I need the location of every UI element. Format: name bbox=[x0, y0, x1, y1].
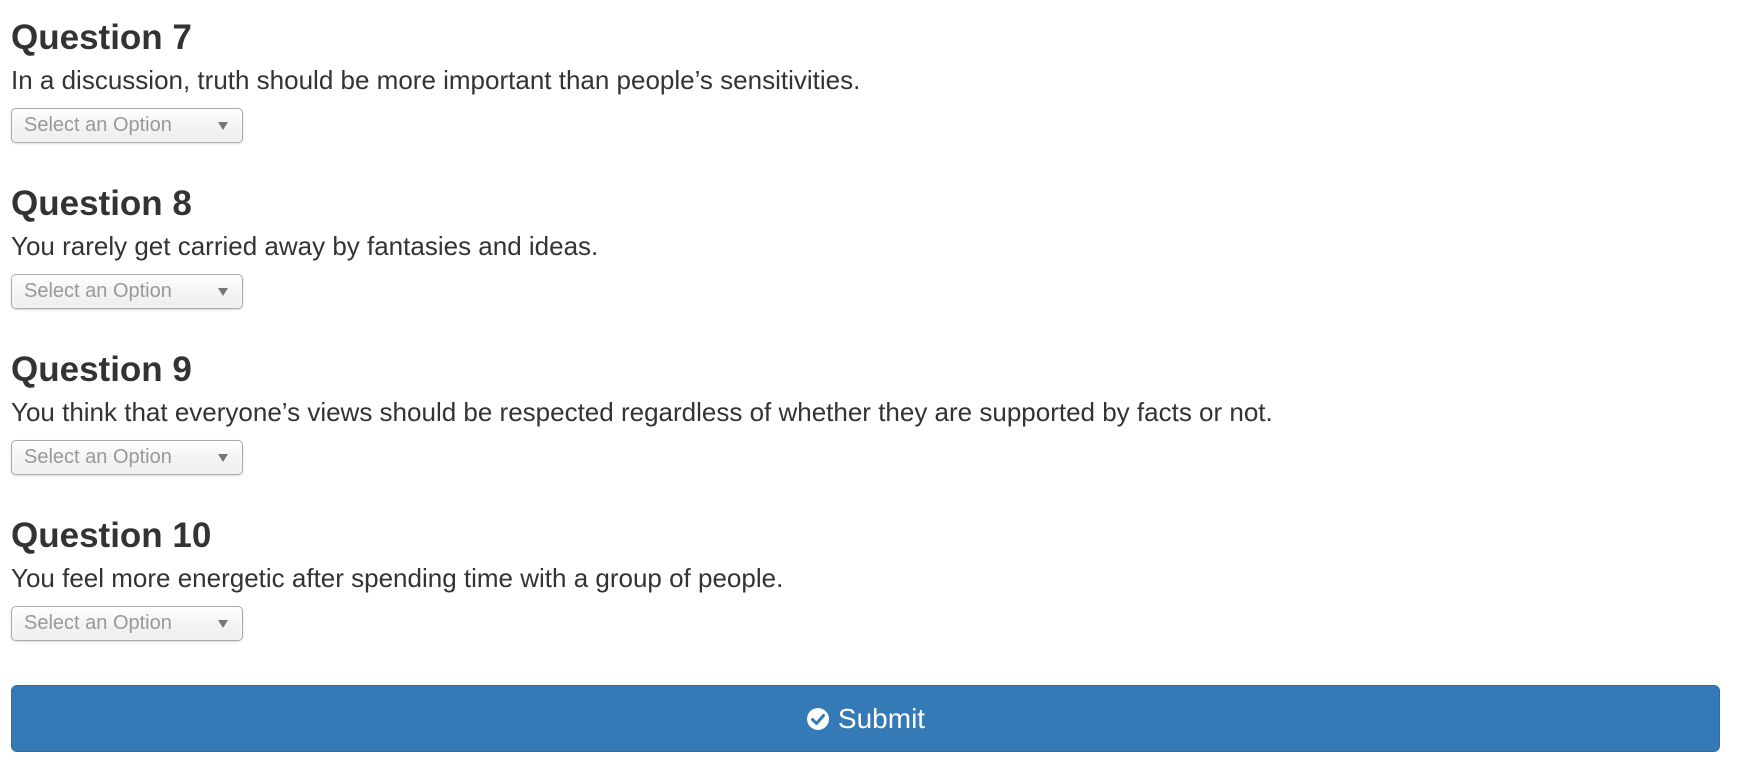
select-placeholder: Select an Option bbox=[24, 612, 172, 634]
select-placeholder: Select an Option bbox=[24, 280, 172, 302]
question-title: Question 7 bbox=[11, 18, 192, 57]
chevron-down-icon bbox=[218, 288, 228, 296]
answer-select[interactable] bbox=[11, 440, 243, 475]
question-10 bbox=[11, 516, 1711, 641]
question-title: Question 8 bbox=[11, 184, 192, 223]
select-placeholder: Select an Option bbox=[24, 114, 172, 136]
answer-select[interactable] bbox=[11, 606, 243, 641]
chevron-down-icon bbox=[218, 454, 228, 462]
answer-select[interactable] bbox=[11, 274, 243, 309]
question-9 bbox=[11, 350, 1711, 475]
select-placeholder: Select an Option bbox=[24, 446, 172, 468]
submit-button[interactable] bbox=[11, 685, 1720, 752]
question-text: In a discussion, truth should be more important than people’s sensitivities. bbox=[11, 65, 861, 95]
chevron-down-icon bbox=[218, 122, 228, 130]
chevron-down-icon bbox=[218, 620, 228, 628]
question-text: You feel more energetic after spending time with a group of people. bbox=[11, 563, 784, 593]
question-title: Question 9 bbox=[11, 350, 192, 389]
question-text: You think that everyone’s views should be respected regardless of whether they are supported by facts or not. bbox=[11, 397, 1273, 427]
question-7 bbox=[11, 18, 1711, 143]
check-circle-icon bbox=[806, 707, 830, 731]
answer-select[interactable] bbox=[11, 108, 243, 143]
question-text: You rarely get carried away by fantasies and ideas. bbox=[11, 231, 599, 261]
question-8 bbox=[11, 184, 1711, 309]
submit-label: Submit bbox=[837, 702, 926, 734]
question-title: Question 10 bbox=[11, 516, 212, 555]
